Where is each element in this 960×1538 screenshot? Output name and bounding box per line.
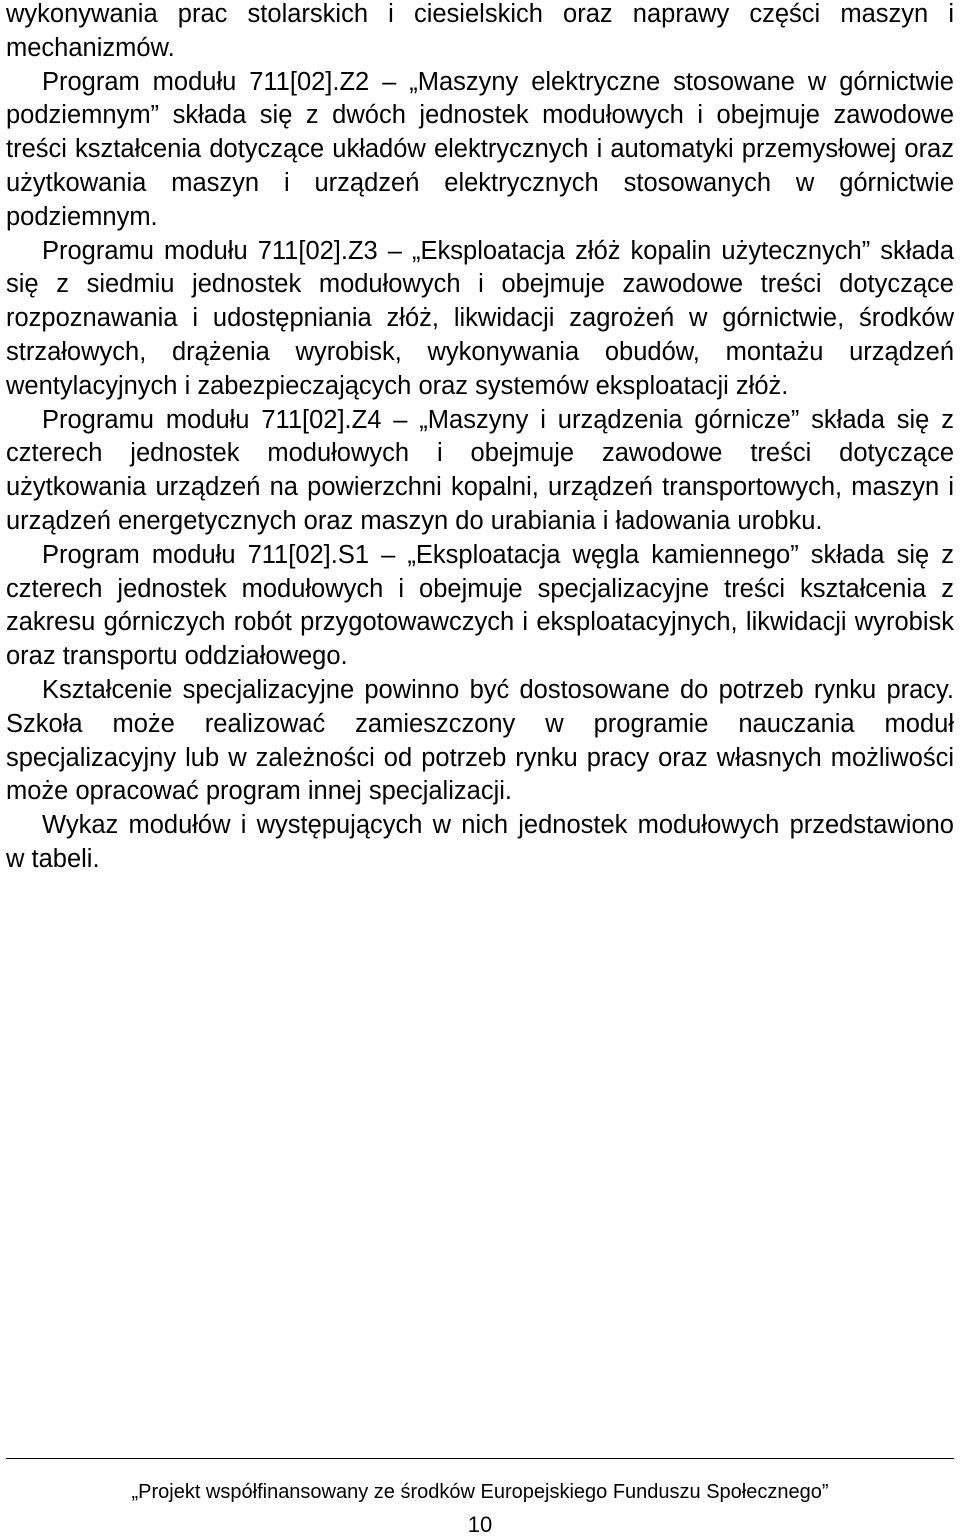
paragraph-module-z4: Programu modułu 711[02].Z4 – „Maszyny i urządzenia górnicze” składa się z czterech jednostek modułowych i obejmuje zawodowe treści dotyczące użytkowania urządzeń na powierzchni kopalni, urządzeń transportowych, maszyn i urządzeń energetycznych oraz maszyn do urabiania i ładowania urobku. [6,405,954,535]
page-number: 10 [467,1512,493,1537]
footer-project-note: „Projekt współfinansowany ze środków Europejskiego Funduszu Społecznego” [131,1481,829,1503]
paragraph-module-z2: Program modułu 711[02].Z2 – „Maszyny elektryczne stosowane w górnictwie podziemnym” składa się z dwóch jednostek modułowych i obejmuje zawodowe treści kształcenia dotyczące układów elektrycznych i automatyki przemysłowej oraz użytkowania maszyn i urządzeń elektrycznych stosowanych w górnictwie podziemnym. [6,67,954,231]
paragraph-module-z3: Programu modułu 711[02].Z3 – „Eksploatacja złóż kopalin użytecznych” składa się z siedmiu jednostek modułowych i obejmuje zawodowe treści dotyczące rozpoznawania i udostępniania złóż, likwidacji zagrożeń w górnictwie, środków strzałowych, drążenia wyrobisk, wykonywania obudów, montażu urządzeń wentylacyjnych i zabezpieczających oraz systemów eksploatacji złóż. [6,236,954,400]
footer-divider [6,1458,954,1459]
paragraph-table-reference: Wykaz modułów i występujących w nich jednostek modułowych przedstawiono w tabeli. [6,811,954,873]
paragraph-module-s1: Program modułu 711[02].S1 – „Eksploatacja węgla kamiennego” składa się z czterech jednostek modułowych i obejmuje specjalizacyjne treści kształcenia z zakresu górniczych robót przygotowawczych i eksploatacyjnych, likwidacji wyrobisk oraz transportu oddziałowego. [6,540,954,671]
paragraph-continuation: wykonywania prac stolarskich i ciesielskich oraz naprawy części maszyn i mechanizmów. [6,0,954,62]
paragraph-specialization: Kształcenie specjalizacyjne powinno być dostosowane do potrzeb rynku pracy. Szkoła może realizować zamieszczony w programie nauczania moduł specjalizacyjny lub w zależności od potrzeb rynku pracy oraz własnych możliwości może opracować program innej specjalizacji. [6,675,954,806]
document-body [6,0,954,877]
